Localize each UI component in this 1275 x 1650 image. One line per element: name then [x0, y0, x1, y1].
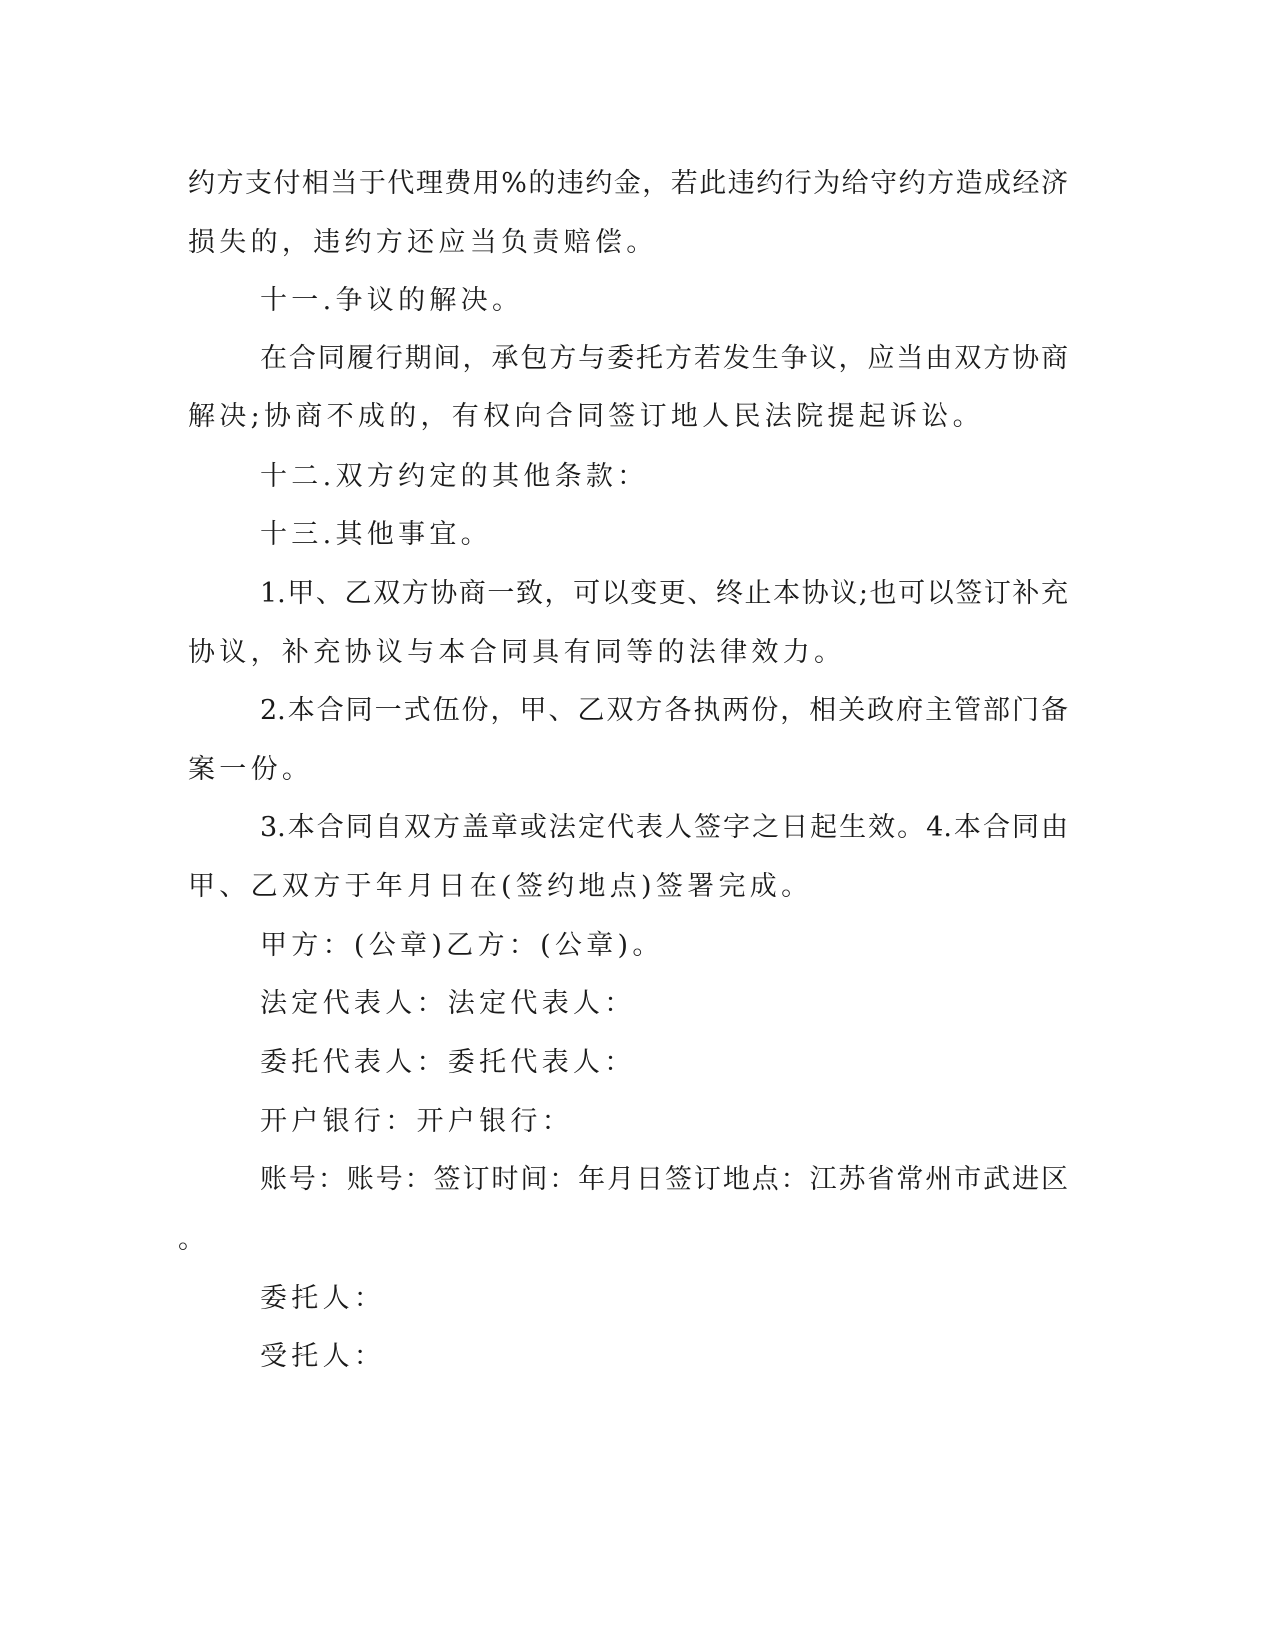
party-seal-line: 甲方：(公章)乙方：(公章)。: [260, 930, 664, 961]
clause-2-line-2: 案一份。: [188, 754, 314, 785]
bank-line: 开户银行：开户银行：: [260, 1106, 573, 1137]
clause-1-line-2: 协议，补充协议与本合同具有同等的法律效力。: [188, 637, 846, 668]
legal-representative-line: 法定代表人：法定代表人：: [260, 988, 636, 1019]
section-heading-13: 十三.其他事宜。: [260, 519, 492, 550]
section-heading-12: 十二.双方约定的其他条款：: [260, 461, 649, 492]
agent-line: 受托人：: [260, 1341, 386, 1372]
clause-2-line-1: 2.本合同一式伍份，甲、乙双方各执两份，相关政府主管部门备: [260, 695, 1068, 726]
paragraph-line-2: 损失的，违约方还应当负责赔偿。: [188, 227, 658, 258]
clause-1-line-1: 1.甲、乙双方协商一致，可以变更、终止本协议;也可以签订补充: [260, 578, 1068, 609]
account-date-location-line: 账号：账号：签订时间：年月日签订地点：江苏省常州市武进区: [260, 1164, 1068, 1195]
section-heading-11: 十一.争议的解决。: [260, 285, 524, 316]
paragraph-line-1: 约方支付相当于代理费用%的违约金，若此违约行为给守约方造成经济: [188, 168, 1068, 199]
paragraph-line-3: 在合同履行期间，承包方与委托方若发生争议，应当由双方协商: [260, 343, 1068, 374]
trailing-period: 。: [178, 1224, 210, 1255]
principal-line: 委托人：: [260, 1283, 386, 1314]
authorized-representative-line: 委托代表人：委托代表人：: [260, 1047, 636, 1078]
paragraph-line-4: 解决;协商不成的，有权向合同签订地人民法院提起诉讼。: [188, 401, 984, 432]
clause-3-line-2: 甲、乙双方于年月日在(签约地点)签署完成。: [188, 871, 813, 902]
clause-3-line-1: 3.本合同自双方盖章或法定代表人签字之日起生效。4.本合同由: [260, 812, 1068, 843]
